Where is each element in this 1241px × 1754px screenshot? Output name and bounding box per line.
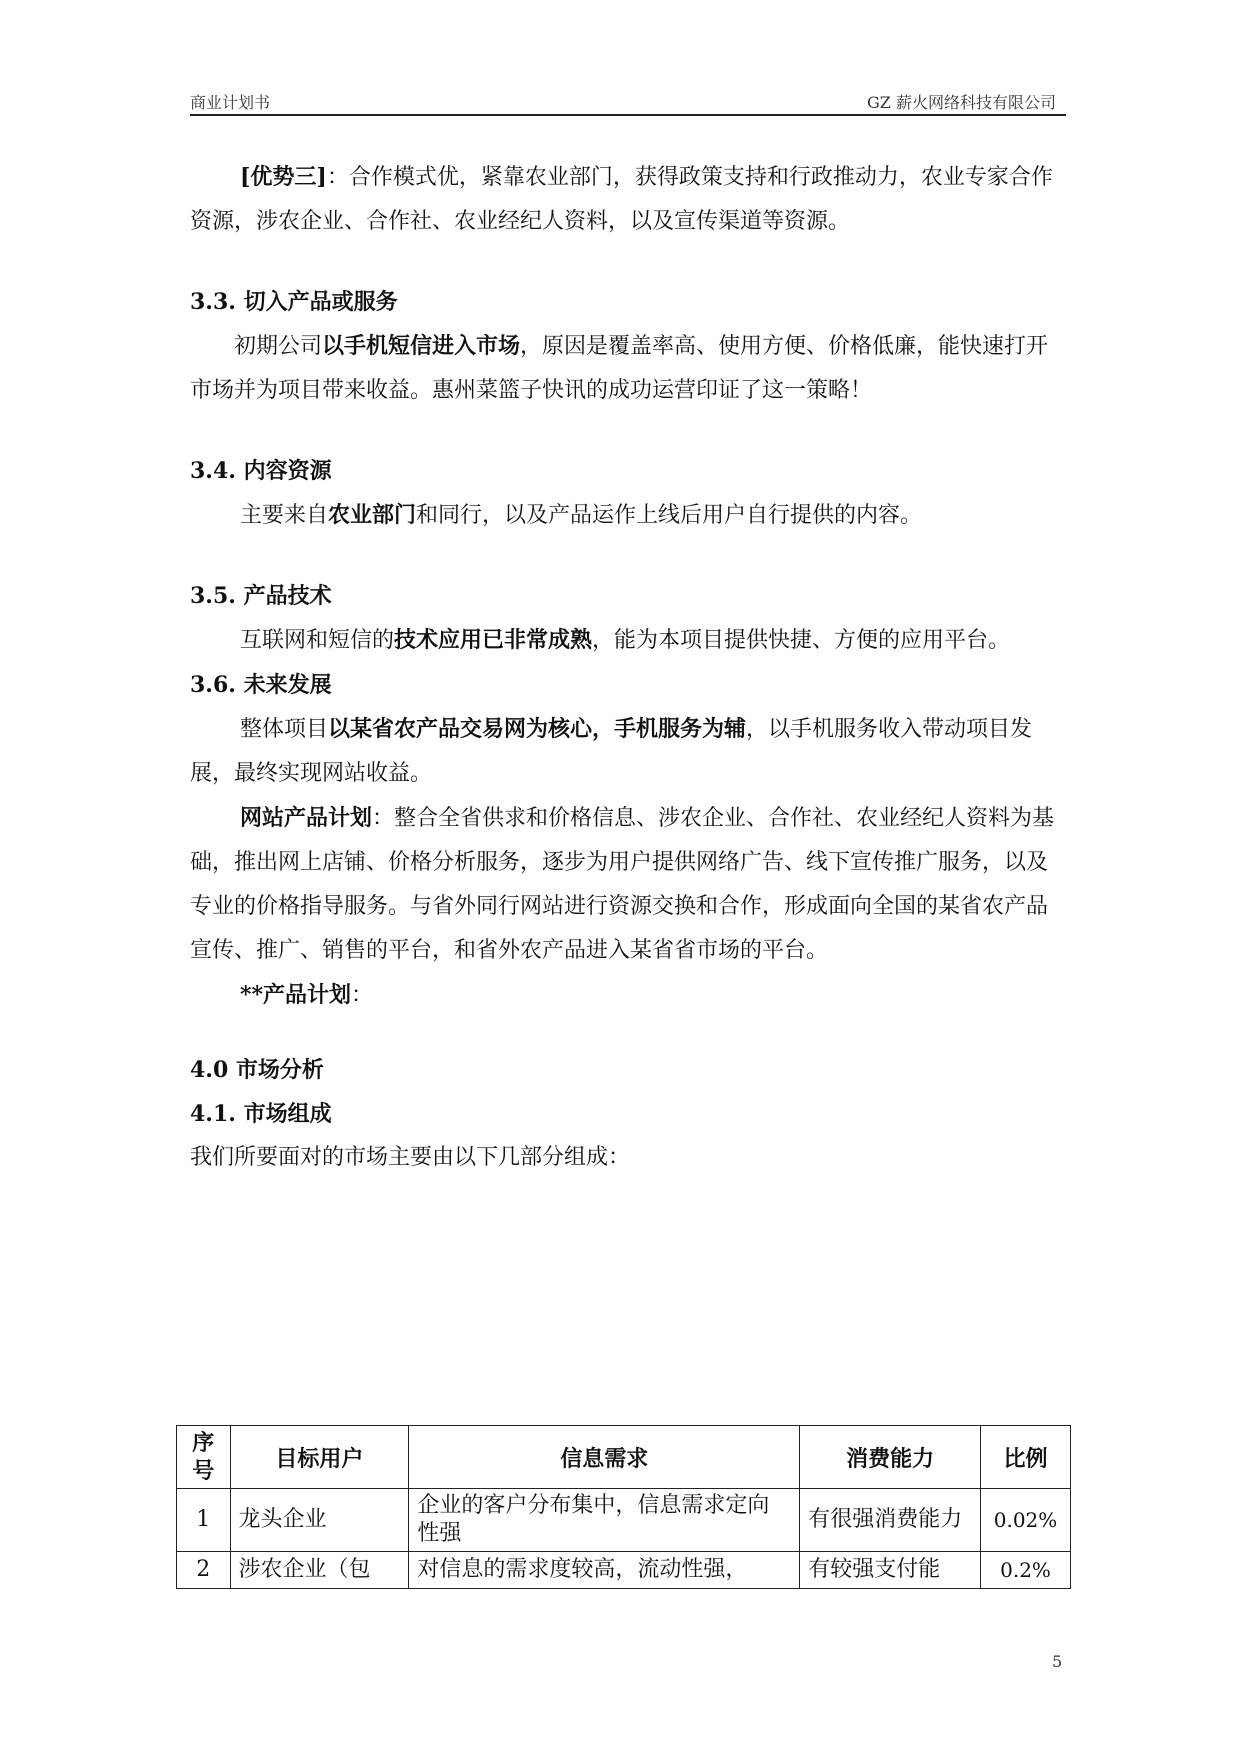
section-3-4-paragraph: 主要来自农业部门和同行，以及产品运作上线后用户自行提供的内容。 [240,502,923,528]
section-3-5-heading: 3.5. 产品技术 [190,583,332,609]
cell-info-demand: 对信息的需求度较高，流动性强， [409,1552,800,1589]
cell-spending-power: 有较强支付能 [800,1552,981,1589]
header-spending-power: 消费能力 [800,1426,981,1489]
cell-ratio: 0.2% [981,1552,1071,1589]
page-number: 5 [1052,1652,1063,1671]
header-ratio: 比例 [981,1426,1071,1489]
product-plan-label: **产品计划 [240,982,352,1008]
section-4-1-heading: 4.1. 市场组成 [190,1101,332,1127]
cell-target-user: 龙头企业 [230,1489,409,1552]
section-4-0-heading: 4.0 市场分析 [190,1057,324,1083]
cell-index: 1 [177,1489,231,1552]
table-row [177,1489,1071,1552]
section-4-1-intro: 我们所要面对的市场主要由以下几部分组成： [190,1145,631,1170]
section-3-5-paragraph: 互联网和短信的技术应用已非常成熟，能为本项目提供快捷、方便的应用平台。 [240,627,1011,653]
header-doc-title: 商业计划书 [190,93,271,112]
section-3-6-paragraph: 整体项目以某省农产品交易网为核心，手机服务为辅，以手机服务收入带动项目发展，最终实现网站收益。 [190,716,1033,786]
cell-ratio: 0.02% [981,1489,1071,1552]
advantage-three-label: [优势三] [240,164,327,190]
header-index: 序号 [177,1426,231,1489]
section-3-3-heading: 3.3. 切入产品或服务 [190,289,398,315]
cell-index: 2 [177,1552,231,1589]
cell-info-demand: 企业的客户分布集中，信息需求定向性强 [409,1489,800,1552]
website-plan-paragraph: 网站产品计划：整合全省供求和价格信息、涉农企业、合作社、农业经纪人资料为基础，推出网上店铺、价格分析服务，逐步为用户提供网络广告、线下宣传推广服务，以及专业的价格指导服务。与省外同行网站进行资源交换和合作，形成面向全国的某省农产品宣传、推广、销售的平台，和省外农产品进入某省省市场的平台。 [190,805,1055,963]
table-header-row [177,1426,1071,1489]
document-body [190,155,1060,1180]
section-3-4-emphasis: 农业部门 [328,502,417,528]
section-3-3-emphasis: 以手机短信进入市场 [322,333,521,359]
section-3-6-heading: 3.6. 未来发展 [190,672,332,698]
section-3-6-emphasis: 以某省农产品交易网为核心，手机服务为辅 [328,716,747,742]
table-row [177,1552,1071,1589]
section-3-3-paragraph: 初期公司以手机短信进入市场，原因是覆盖率高、使用方便、价格低廉，能快速打开市场并为项目带来收益。惠州菜篮子快讯的成功运营印证了这一策略！ [190,333,1049,403]
page-header [190,88,1066,116]
header-info-demand: 信息需求 [409,1426,800,1489]
market-composition-table [176,1425,1071,1589]
section-3-4-heading: 3.4. 内容资源 [190,458,332,484]
section-3-5-emphasis: 技术应用已非常成熟 [394,627,593,653]
header-target-user: 目标用户 [230,1426,409,1489]
advantage-three-paragraph [190,155,1060,244]
cell-spending-power: 有很强消费能力 [800,1489,981,1552]
website-plan-label: 网站产品计划 [240,805,373,831]
product-plan-paragraph: **产品计划： [240,982,374,1008]
advantage-three-text: ：合作模式优，紧靠农业部门，获得政策支持和行政推动力，农业专家合作资源，涉农企业、合作社、农业经纪人资料，以及宣传渠道等资源。 [190,165,1053,234]
cell-target-user: 涉农企业（包 [230,1552,409,1589]
header-company: GZ 薪火网络科技有限公司 [867,93,1056,112]
